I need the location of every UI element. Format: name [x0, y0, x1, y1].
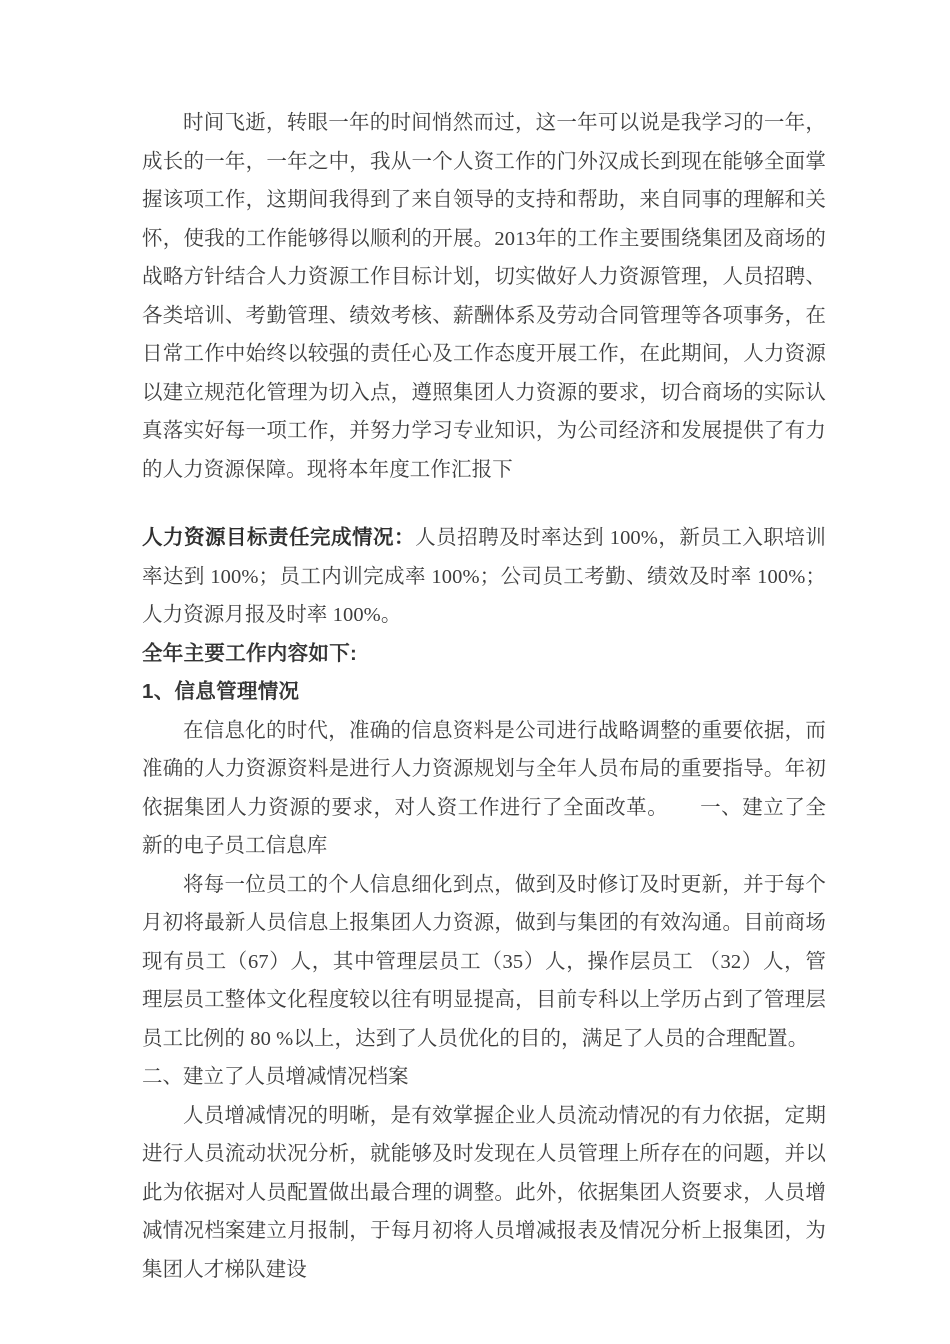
objective-label: 人力资源目标责任完成情况：: [142, 526, 416, 549]
section-1-detail: 将每一位员工的个人信息细化到点，做到及时修订及时更新，并于每个月初将最新人员信息上报集团人力资源，做到与集团的有效沟通。目前商场现有员工（67）人，其中管理层员工（35）人，操作层员工 （32）人，管理层员工整体文化程度较以往有明显提高，目前专科以上学历占到了管理层员工比例的 80 %以上，达到了人员优化的目的，满足了人员的合理配置。: [142, 873, 826, 1050]
annual-content-heading: 全年主要工作内容如下:: [142, 641, 358, 665]
subsection-2-heading: 二、建立了人员增减情况档案: [142, 1066, 409, 1088]
objective-body: 人员招聘及时率达到 100%，新员工入职培训率达到 100%；员工内训完成率 100%；公司员工考勤、绩效及时率 100%；人力资源月报及时率 100%。: [142, 527, 826, 626]
section-1-paragraph: 在信息化的时代，准确的信息资料是公司进行战略调整的重要依据，而准确的人力资源资料是进行人力资源规划与全年人员布局的重要指导。年初依据集团人力资源的要求，对人资工作进行了全面改革。 一、建立了全新的电子员工信息库: [142, 719, 826, 857]
subsection-2-paragraph: 人员增减情况的明晰，是有效掌握企业人员流动情况的有力依据，定期进行人员流动状况分析，就能够及时发现在人员管理上所存在的问题，并以此为依据对人员配置做出最合理的调整。此外，依据集团人资要求，人员增减情况档案建立月报制，于每月初将人员增减报表及情况分析上报集团，为集团人才梯队建设: [142, 1104, 826, 1281]
section-1-heading: 1、信息管理情况: [142, 680, 300, 703]
document-body: [142, 104, 826, 1289]
intro-paragraph: 时间飞逝，转眼一年的时间悄然而过，这一年可以说是我学习的一年，成长的一年，一年之中，我从一个人资工作的门外汉成长到现在能够全面掌握该项工作，这期间我得到了来自领导的支持和帮助，来自同事的理解和关怀，使我的工作能够得以顺利的开展。2013年的工作主要围绕集团及商场的战略方针结合人力资源工作目标计划，切实做好人力资源管理，人员招聘、各类培训、考勤管理、绩效考核、薪酬体系及劳动合同管理等各项事务，在日常工作中始终以较强的责任心及工作态度开展工作，在此期间，人力资源以建立规范化管理为切入点，遵照集团人力资源的要求，切合商场的实际认真落实好每一项工作，并努力学习专业知识，为公司经济和发展提供了有力的人力资源保障。现将本年度工作汇报下: [142, 112, 826, 481]
objective-paragraph: [142, 519, 826, 635]
